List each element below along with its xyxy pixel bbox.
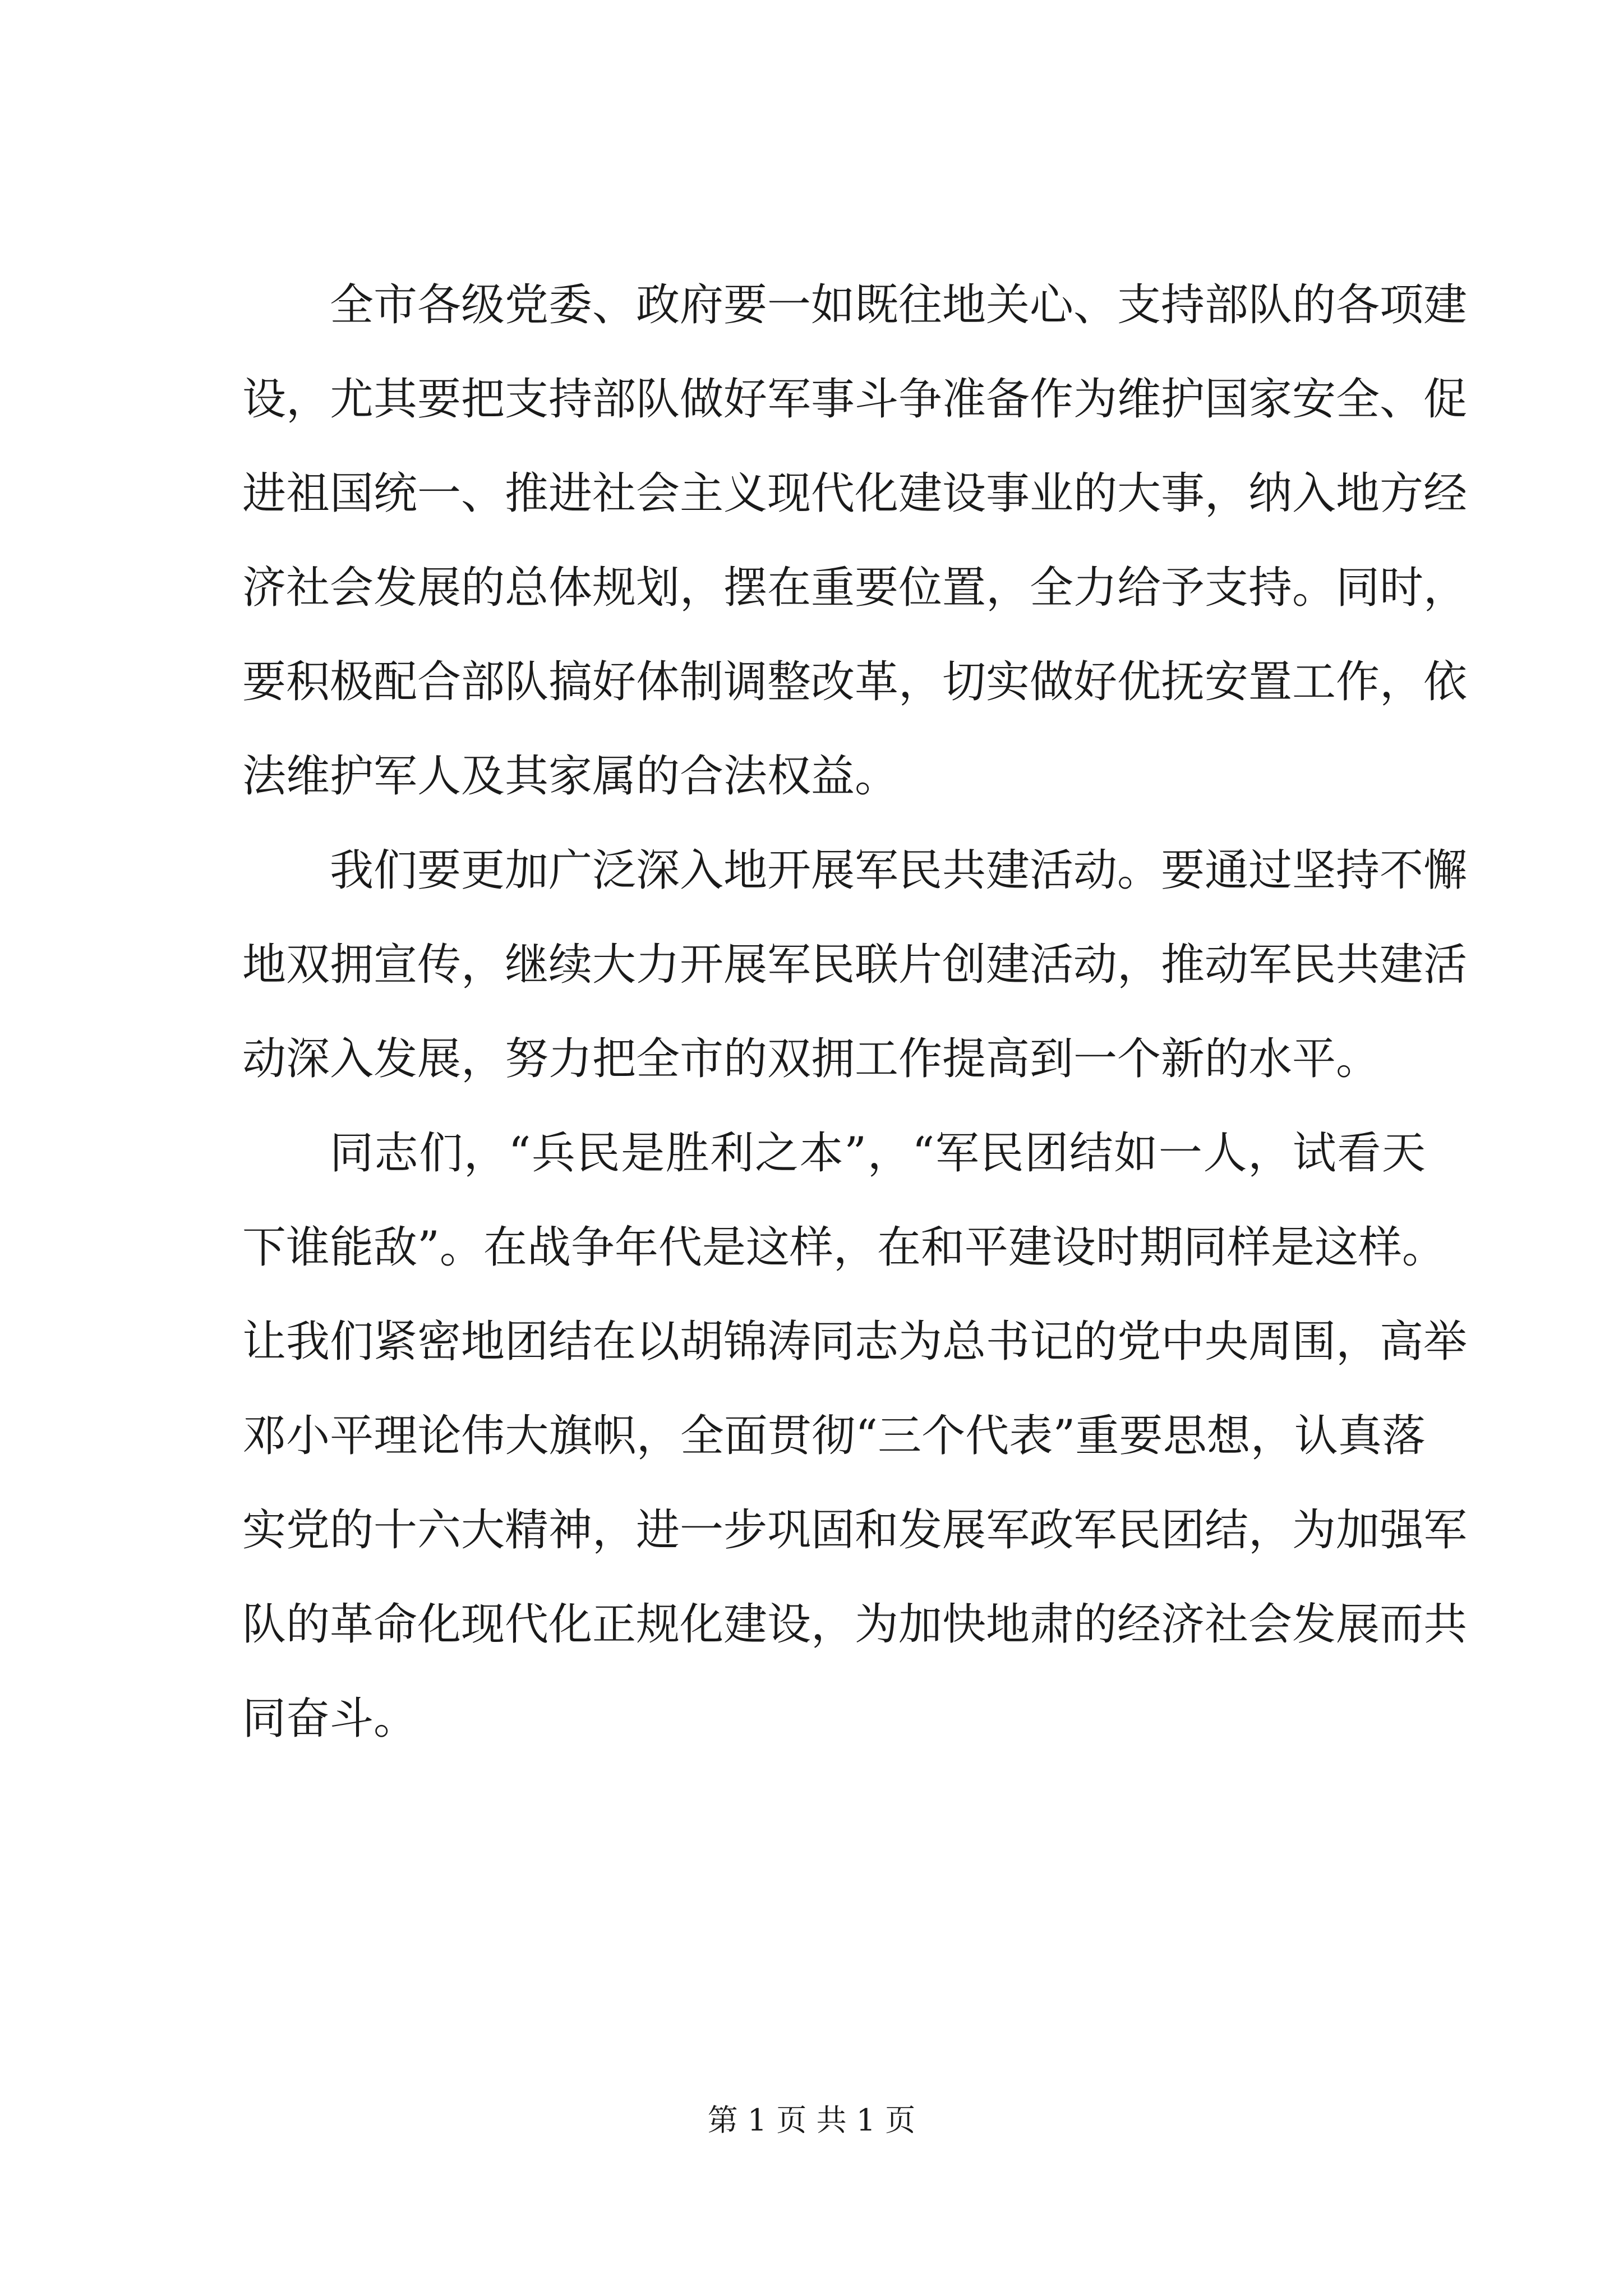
text-line: 同奋斗。: [242, 1694, 418, 1744]
paragraph-1: [242, 258, 1468, 823]
text-line: 全市各级党委、政府要一如既往地关心、支持部队的各项建: [330, 280, 1468, 330]
text-line: 地双拥宣传，继续大力开展军民联片创建活动，推动军民共建活: [242, 940, 1468, 990]
text-line: 让我们紧密地团结在以胡锦涛同志为总书记的党中央周围，高举: [242, 1317, 1468, 1367]
text-line: 设，尤其要把支持部队做好军事斗争准备作为维护国家安全、促: [242, 374, 1468, 425]
paragraph-3: [242, 1106, 1468, 1766]
text-line: 实党的十六大精神，进一步巩固和发展军政军民团结，为加强军: [242, 1505, 1468, 1556]
text-line: 法维护军人及其家属的合法权益。: [242, 751, 899, 802]
document-body: [242, 258, 1468, 1766]
text-line: 济社会发展的总体规划，摆在重要位置，全力给予支持。同时，: [242, 563, 1468, 613]
text-line: 下谁能敌”。在战争年代是这样，在和平建设时期同样是这样。: [242, 1222, 1446, 1273]
text-line: 队的革命化现代化正规化建设，为加快地肃的经济社会发展而共: [242, 1599, 1468, 1650]
text-line: 进祖国统一、推进社会主义现代化建设事业的大事，纳入地方经: [242, 468, 1468, 519]
page-number-indicator: 第 1 页 共 1 页: [707, 2102, 916, 2138]
paragraph-2: [242, 823, 1468, 1106]
text-line: 要积极配合部队搞好体制调整改革，切实做好优抚安置工作，依: [242, 657, 1468, 707]
text-line: 我们要更加广泛深入地开展军民共建活动。要通过坚持不懈: [330, 845, 1468, 896]
text-line: 同志们，“兵民是胜利之本”，“军民团结如一人，试看天: [330, 1128, 1426, 1179]
text-line: 动深入发展，努力把全市的双拥工作提高到一个新的水平。: [242, 1034, 1380, 1084]
text-line: 邓小平理论伟大旗帜，全面贯彻“三个代表”重要思想，认真落: [242, 1411, 1426, 1461]
page-footer: [0, 2095, 1623, 2146]
